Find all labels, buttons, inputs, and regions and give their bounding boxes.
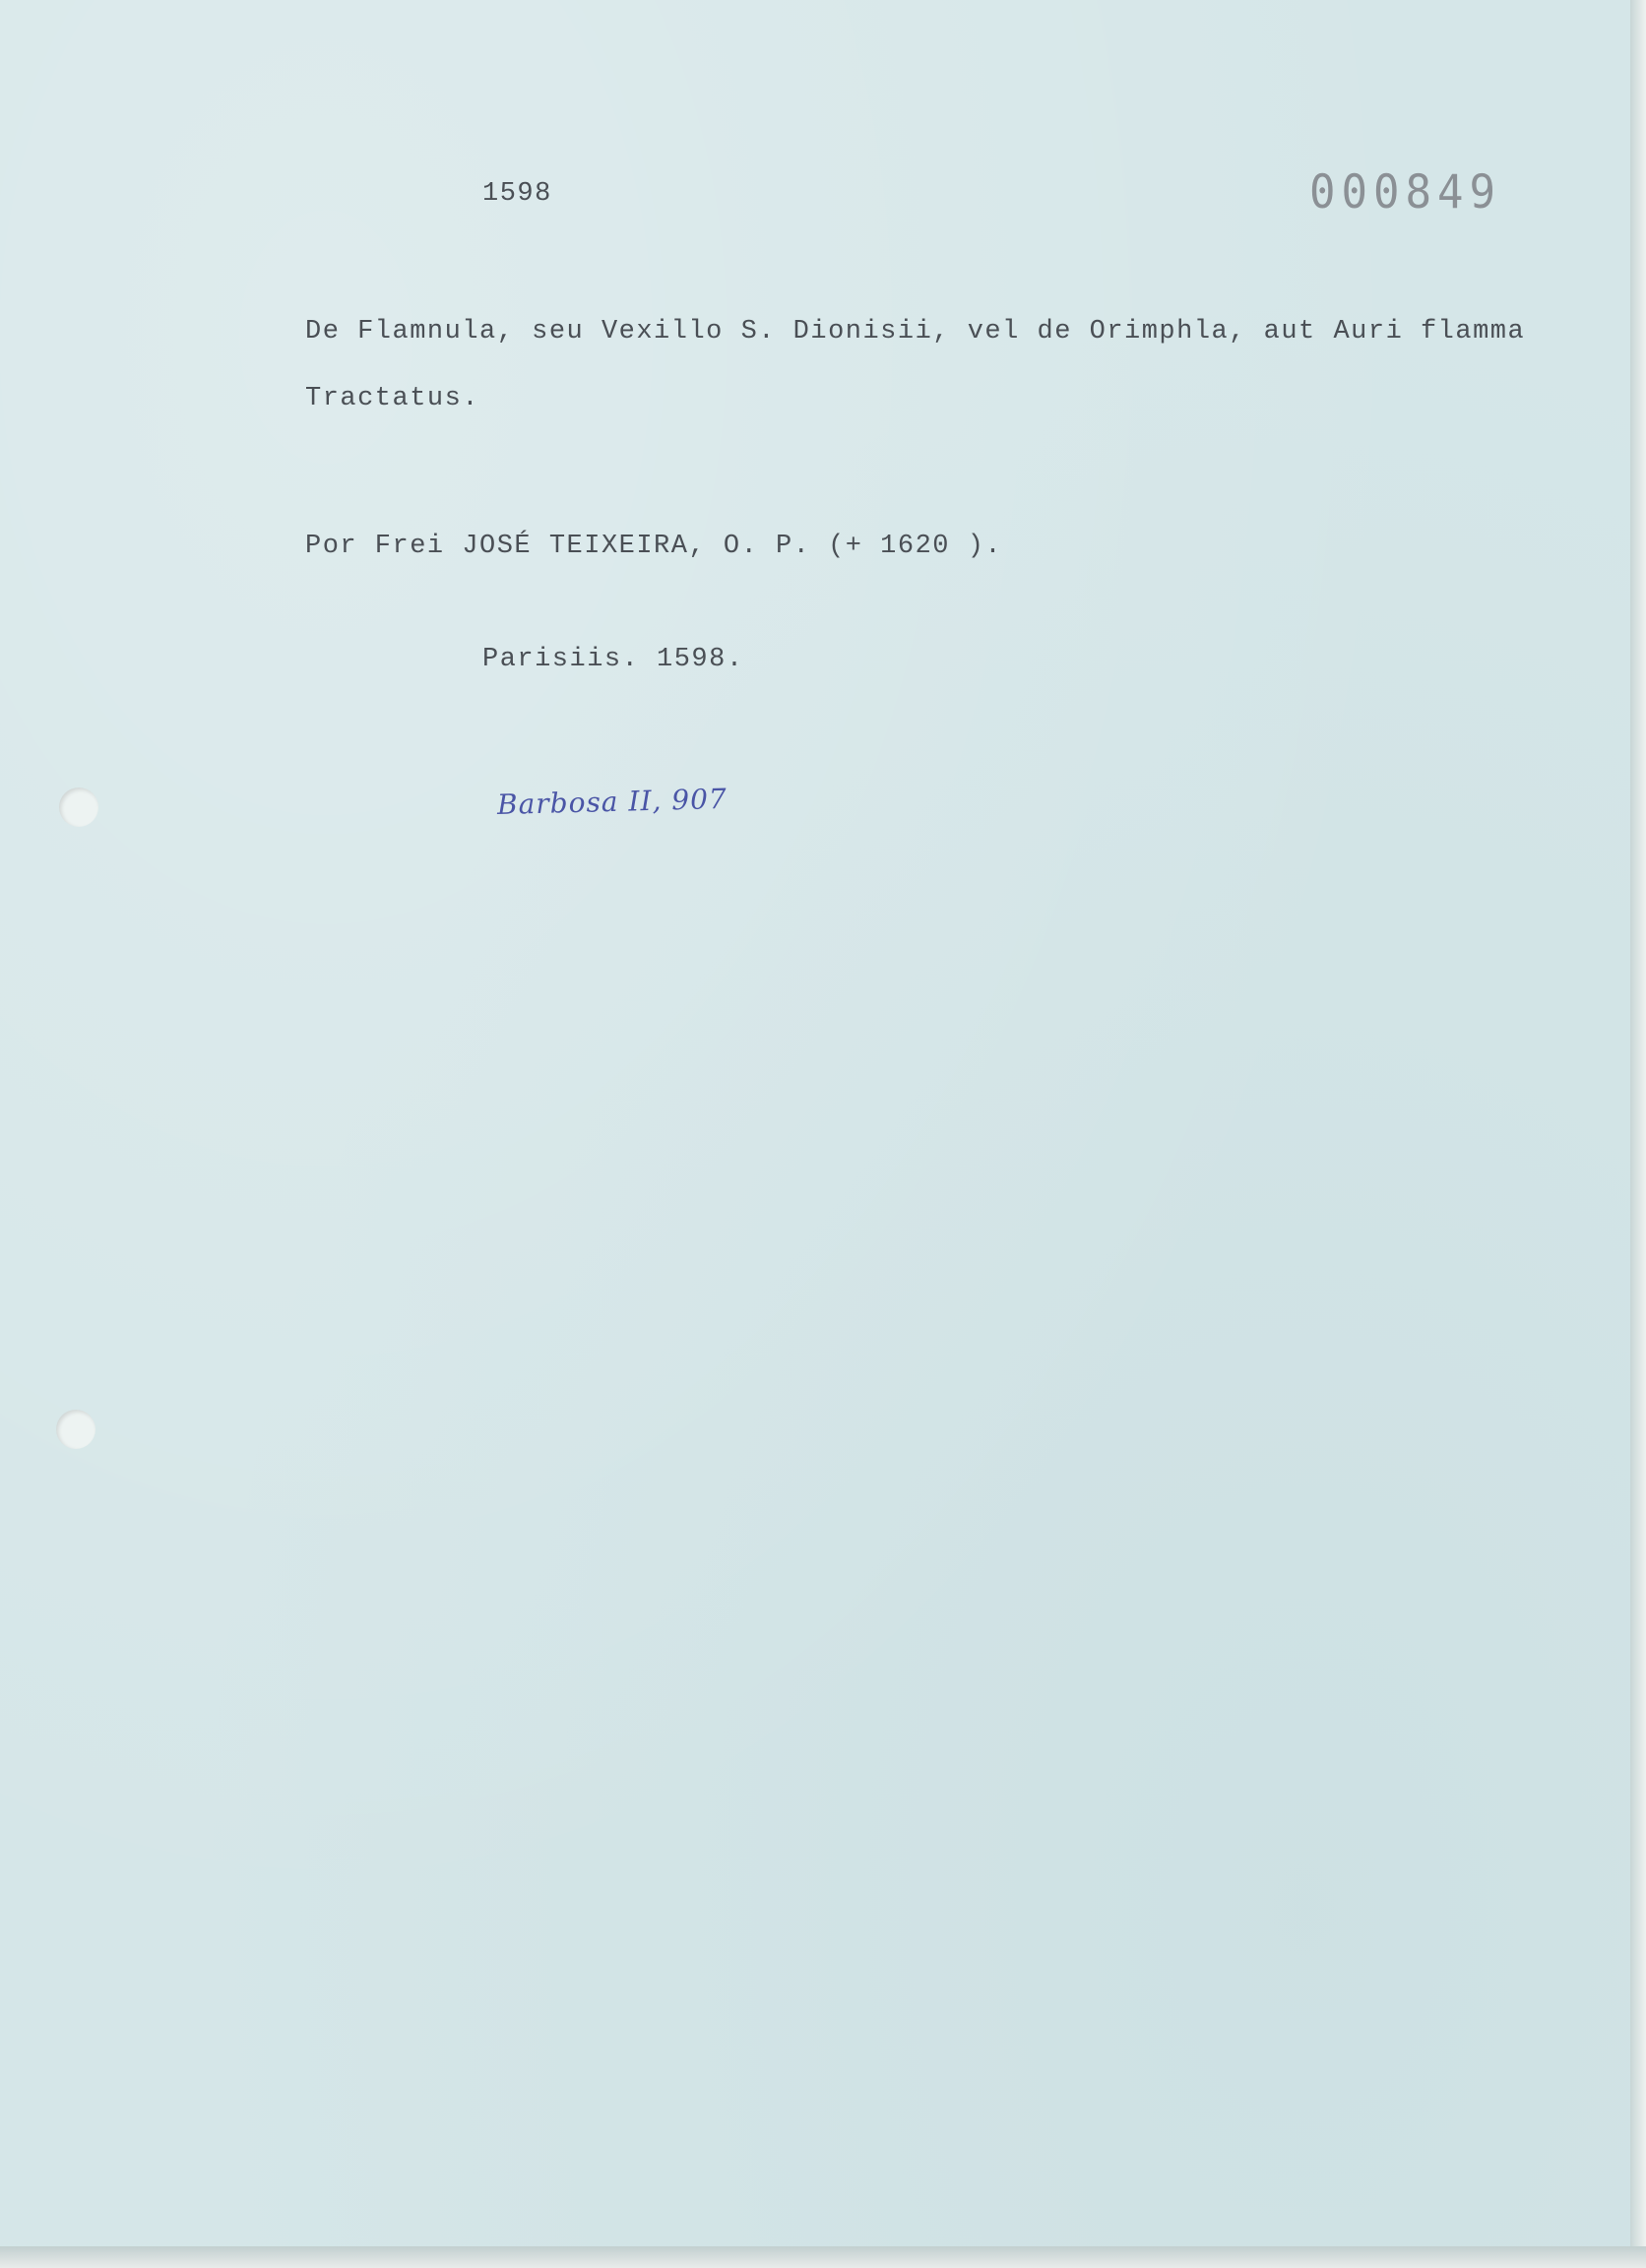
- punch-hole-top: [59, 788, 98, 827]
- card-year: 1598: [482, 179, 552, 209]
- card-imprint: Parisiis. 1598.: [482, 645, 744, 674]
- handwritten-note: Barbosa II, 907: [496, 782, 728, 822]
- punch-hole-bottom: [56, 1410, 95, 1449]
- card-title-line-1: De Flamnula, seu Vexillo S. Dionisii, vel de Orimphla, aut Auri flamma: [305, 317, 1526, 346]
- paper-edge-right: [1630, 0, 1646, 2268]
- card-stamp-number: 000849: [1309, 164, 1501, 220]
- paper-edge-bottom: [0, 2246, 1646, 2268]
- card-title-line-2: Tractatus.: [305, 384, 480, 413]
- card-author: Por Frei JOSÉ TEIXEIRA, O. P. (+ 1620 ).: [305, 532, 1003, 561]
